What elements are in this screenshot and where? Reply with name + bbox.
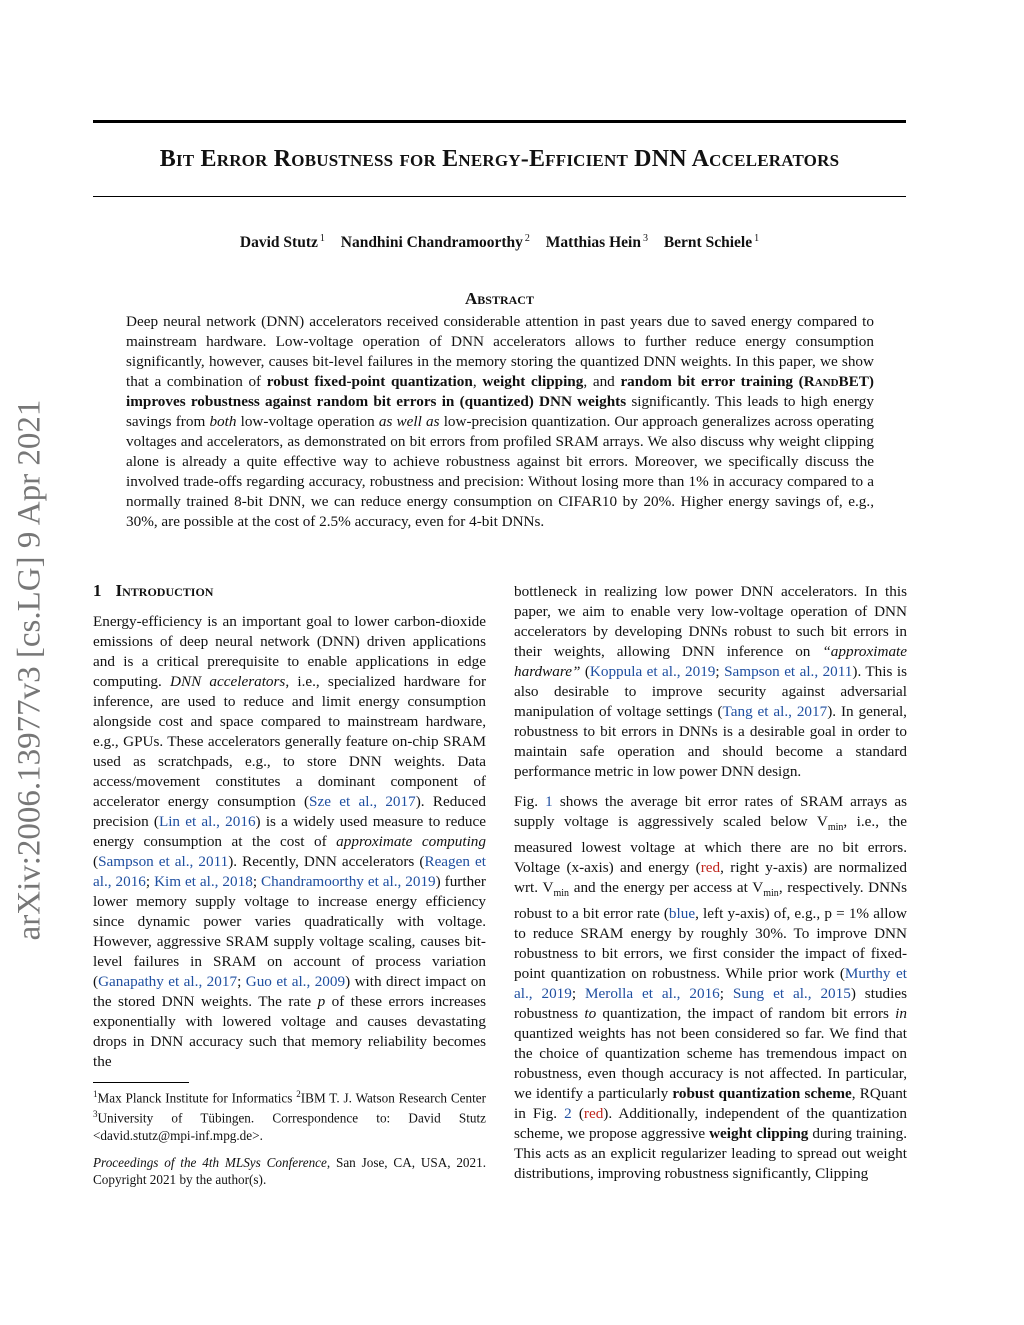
abstract-heading: Abstract [465,289,534,308]
citation-link[interactable]: Murthy et al., 2019 [514,965,907,1003]
section-heading: 1 Introduction [93,581,214,600]
citation-link[interactable]: Guo et al., 2009 [245,973,346,990]
arxiv-identifier: arXiv:2006.13977v3 [cs.LG] 9 Apr 2021 [11,399,48,941]
author-list [93,233,906,252]
citation-link[interactable]: Sampson et al., 2011 [98,853,229,870]
citation-link[interactable]: Sampson et al., 2011 [724,663,853,680]
citation-link[interactable]: Tang et al., 2017 [722,703,828,720]
proceedings-note: Proceedings of the 4th MLSys Conference, San Jose, CA, USA, 2021. Copyright 2021 by the author(s). [93,1155,486,1187]
author: Matthias Hein $^3$ [545,233,648,252]
citation-link[interactable]: Kim et al., 2018 [154,873,253,890]
author: Nandhini Chandramoorthy $^2$ [340,233,530,252]
author: Bernt Schiele $^1$ [663,233,760,252]
citation-link[interactable]: Koppula et al., 2019 [589,663,716,680]
figure-link[interactable]: 2 [564,1105,572,1123]
figure-link[interactable]: 1 [545,793,553,810]
intro-right-paragraph-2: Fig. 1 shows the average bit error rates of SRAM arrays as supply voltage is aggressively scaled below $V_{min}$, i.e., the measured lowest voltage at which there are no bit errors. Voltage (x-axis) and energy (red, right y-axis) are normalized wrt. $V_{min}$ and the energy per access at $V_{min}$, respectively. DNNs robust to a bit error rate (blue, left y-axis) of, e.g., p = 1% allow to reduce SRAM energy by roughly 30%. To improve DNN robustness to bit errors, we first consider the impact of fixed-point quantization on robustness. While prior work (Murthy et al., 2019; Merolla et al., 2016; Sung et al., 2015) studies robustness to quantization, the impact of random bit errors in quantized weights has not been considered so far. We find that the choice of quantization scheme has tremendous impact on robustness, even though accuracy is not affected. In particular, we identify a particularly robust quantization scheme, RQuant in Fig. 2 (red). Additionally, independent of the quantization scheme, we propose aggressive weight clipping during training. This acts as an explicit regularizer leading to spread out weight distributions, improving robustness significantly, Clipping [514,793,908,1183]
citation-link[interactable]: Ganapathy et al., 2017 [98,973,238,990]
citation-link[interactable]: Lin et al., 2016 [158,813,256,830]
top-rule [93,120,906,123]
citation-link[interactable]: Sze et al., 2017 [309,793,416,810]
citation-link[interactable]: Chandramoorthy et al., 2019 [260,873,436,890]
citation-link[interactable]: Reagen et al., 2016 [93,853,486,890]
footnote-rule [93,1082,189,1083]
intro-right-paragraph-1: bottleneck in realizing low power DNN accelerators. In this paper, we aim to enable very low-voltage operation of DNN accelerators by developing DNNs robust to such bit errors in their weights, allowing DNN inference on “approximate hardware” (Koppula et al., 2019; Sampson et al., 2011). This is also desirable to improve security against adversarial manipulation of voltage settings (Tang et al., 2017). In general, robustness to bit errors in DNNs is a desirable goal in order to maintain safe operation and should become a standard performance metric in low power DNN design. [514,583,907,780]
paper-title: Bit Error Robustness for Energy-Efficient DNN Accelerators [159,146,840,172]
citation-link[interactable]: Sung et al., 2015 [732,985,851,1003]
title-rule [93,196,906,197]
citation-link[interactable]: Merolla et al., 2016 [585,985,720,1003]
author: David Stutz $^1$ [239,233,325,252]
intro-left-paragraph: Energy-efficiency is an important goal to lower carbon-dioxide emissions of deep neural network (DNN) driven applications and is a critical prerequisite to enable applications in edge computing. DNN accelerators, i.e., specialized hardware for inference, are used to reduce and limit energy consumption alongside cost and space compared to mainstream hardware, e.g., GPUs. These accelerators generally feature on-chip SRAM used as scratchpads, e.g., to store DNN weights. Data access/movement constitutes a dominant component of accelerator energy consumption (Sze et al., 2017). Reduced precision (Lin et al., 2016) is a widely used measure to reduce energy consumption at the cost of approximate computing (Sampson et al., 2011). Recently, DNN accelerators (Reagen et al., 2016; Kim et al., 2018; Chandramoorthy et al., 2019) further lower memory supply voltage to increase energy efficiency since dynamic power varies quadratically with voltage. However, aggressive SRAM supply voltage scaling, causes bit-level failures in SRAM on account of process variation (Ganapathy et al., 2017; Guo et al., 2009) with direct impact on the stored DNN weights. The rate p of these errors increases exponentially with lowered voltage and causes devastating drops in DNN accuracy such that memory reliability becomes the [93,613,487,1070]
affiliation-footnote: $^1$Max Planck Institute for Informatics $^2$IBM T. J. Watson Research Center $^3$University of Tübingen. Correspondence to: David Stutz <david.stutz@mpi-inf.mpg.de>. [93,1089,486,1143]
abstract-body: Deep neural network (DNN) accelerators received considerable attention in past years due to saved energy compared to mainstream hardware. Low-voltage operation of DNN accelerators allows to further reduce energy consumption significantly, however, causes bit-level failures in the memory storing the quantized DNN weights. In this paper, we show that a combination of robust fixed-point quantization, weight clipping, and random bit error training (RandBET) improves robustness against random bit errors in (quantized) DNN weights significantly. This leads to high energy savings from both low-voltage operation as well as low-precision quantization. Our approach generalizes across operating voltages and accelerators, as demonstrated on bit errors from profiled SRAM arrays. We also discuss why weight clipping alone is already a quite effective way to achieve robustness against bit errors. Moreover, we specifically discuss the involved trade-offs regarding accuracy, robustness and precision: Without losing more than 1% in accuracy compared to a normally trained 8-bit DNN, we can reduce energy consumption on CIFAR10 by 20%. Higher energy savings of, e.g., 30%, are possible at the cost of 2.5% accuracy, even for 4-bit DNNs. [126,313,874,530]
